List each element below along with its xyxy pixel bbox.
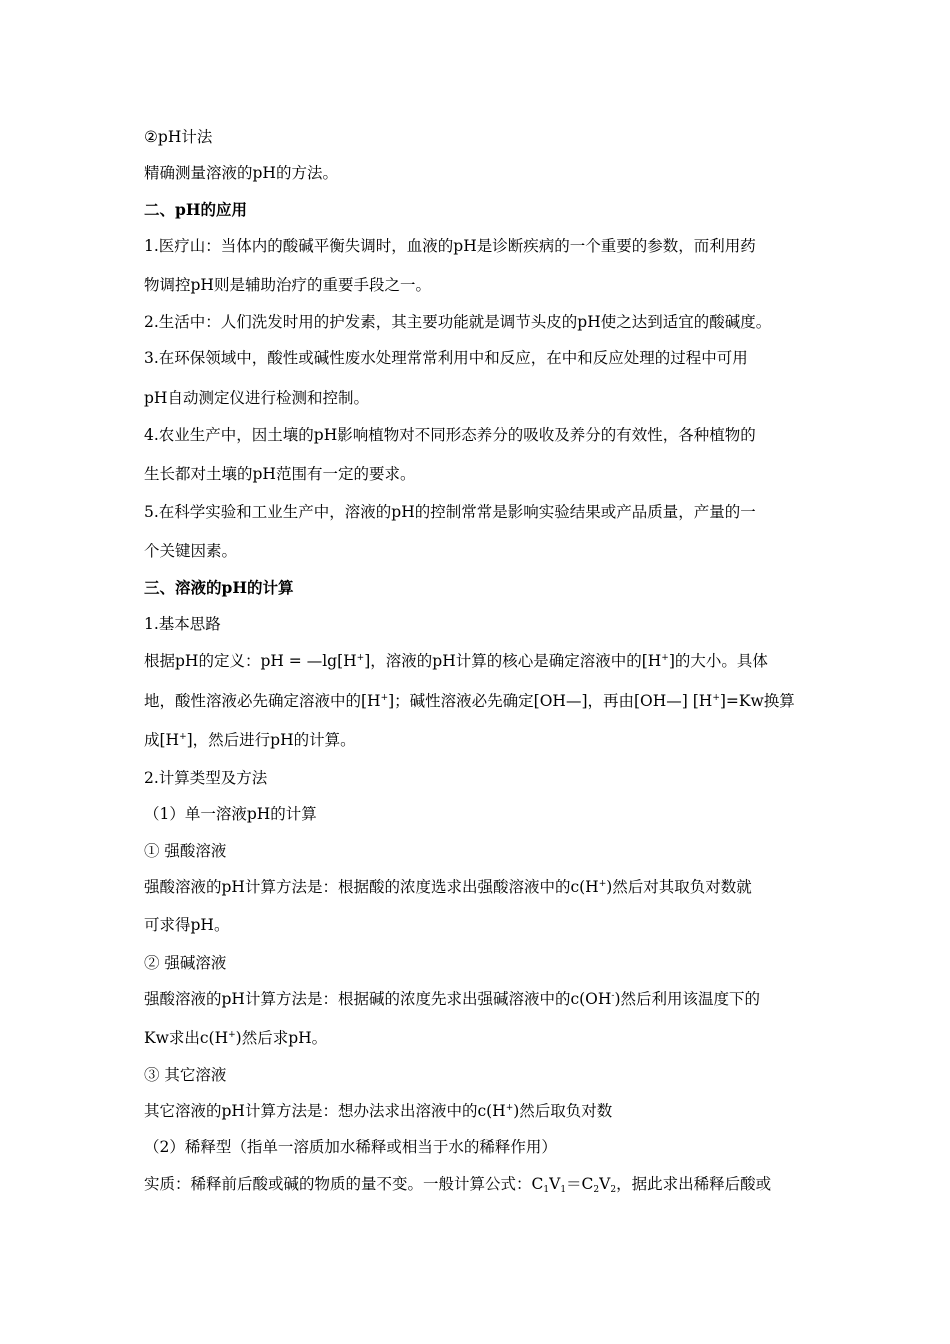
text-line: ② 强碱溶液 [144, 954, 227, 972]
text-line: （2）稀释型（指单一溶质加水稀释或相当于水的稀释作用） [144, 1138, 557, 1156]
text-line: 2.计算类型及方法 [144, 769, 268, 787]
text-line: 生长都对土壤的pH范围有一定的要求。 [144, 465, 416, 483]
text-line: pH自动测定仪进行检测和控制。 [144, 389, 369, 407]
text-line: 强酸溶液的pH计算方法是：根据酸的浓度选求出强酸溶液中的c(H+)然后对其取负对数就 [144, 878, 752, 896]
text-line: ③ 其它溶液 [144, 1066, 227, 1084]
text-line: （1）单一溶液pH的计算 [144, 805, 317, 823]
text-line: 个关键因素。 [144, 542, 238, 560]
text-line: 其它溶液的pH计算方法是：想办法求出溶液中的c(H+)然后取负对数 [144, 1102, 613, 1120]
text-line: 地，酸性溶液必先确定溶液中的[H+]；碱性溶液必先确定[OH—]，再由[OH—] [H+]=Kw换算 [144, 692, 795, 710]
text-line: 1.医疗山：当体内的酸碱平衡失调时，血液的pH是诊断疾病的一个重要的参数，而利用药 [144, 237, 756, 255]
text-line: 实质：稀释前后酸或碱的物质的量不变。一般计算公式：$C_1V_1=C_2V_2$，据此求出稀释后酸或 [144, 1175, 772, 1195]
text-line: 1.基本思路 [144, 615, 221, 633]
text-line: 成[H+]，然后进行pH的计算。 [144, 731, 356, 749]
text-line: 4.农业生产中，因土壤的pH影响植物对不同形态养分的吸收及养分的有效性，各种植物的 [144, 426, 756, 444]
text-line: 强酸溶液的pH计算方法是：根据碱的浓度先求出强碱溶液中的c(OH-)然后利用该温度下的 [144, 990, 761, 1008]
text-line: Kw求出c(H+)然后求pH。 [144, 1029, 328, 1047]
text-line: 2.生活中：人们洗发时用的护发素，其主要功能就是调节头皮的pH使之达到适宜的酸碱度。 [144, 313, 772, 331]
text-line: 精确测量溶液的pH的方法。 [144, 164, 338, 182]
section-heading: 三、溶液的pH的计算 [144, 578, 294, 597]
text-line: 3.在环保领域中，酸性或碱性废水处理常常利用中和反应，在中和反应处理的过程中可用 [144, 349, 748, 367]
text-line: ① 强酸溶液 [144, 842, 227, 860]
text-line: 根据pH的定义：pH = —lg[H+]，溶液的pH计算的核心是确定溶液中的[H+]的大小。具体 [144, 652, 768, 670]
text-line: ②pH计法 [144, 128, 213, 146]
text-line: 物调控pH则是辅助治疗的重要手段之一。 [144, 276, 431, 294]
section-heading: 二、pH的应用 [144, 200, 247, 219]
text-line: 5.在科学实验和工业生产中，溶液的pH的控制常常是影响实验结果或产品质量，产量的一 [144, 503, 756, 521]
text-line: 可求得pH。 [144, 916, 230, 934]
